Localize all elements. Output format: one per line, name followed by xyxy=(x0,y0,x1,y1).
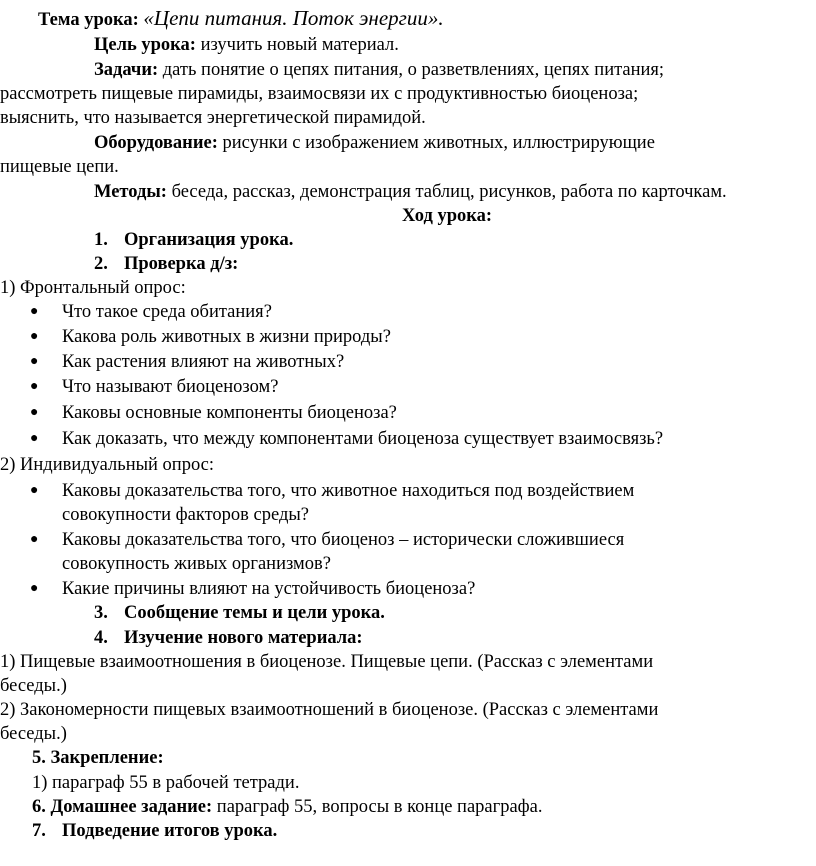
methods-line xyxy=(94,180,727,204)
individual-title: 2) Индивидуальный опрос: xyxy=(0,455,215,475)
equipment-line-1 xyxy=(94,131,655,155)
frontal-question: Какова роль животных в жизни природы? xyxy=(62,327,391,347)
methods-value: беседа, рассказ, демонстрация таблиц, рисунков, работа по карточкам. xyxy=(166,182,727,202)
individual-question-continuation: совокупности факторов среды? xyxy=(62,505,310,525)
topic-line xyxy=(38,6,444,32)
frontal-question: Что такое среда обитания? xyxy=(62,302,272,322)
new-material-item-1-line-2: беседы.) xyxy=(0,676,67,696)
course-heading: Ход урока: xyxy=(402,206,493,226)
bullet-icon: ● xyxy=(30,431,39,446)
frontal-question: Как растения влияют на животных? xyxy=(62,352,345,372)
step-3-text: Сообщение темы и цели урока. xyxy=(124,603,385,623)
tasks-line-3: выяснить, что называется энергетической пирамидой. xyxy=(0,108,426,128)
step-7-number: 7. xyxy=(32,821,46,841)
bullet-icon: ● xyxy=(30,532,39,547)
tasks-line-2: рассмотреть пищевые пирамиды, взаимосвязи их с продуктивностью биоценоза; xyxy=(0,84,639,104)
step-7 xyxy=(32,819,277,843)
bullet-icon: ● xyxy=(30,354,39,369)
equipment-line-2: пищевые цепи. xyxy=(0,157,119,177)
step-7-text: Подведение итогов урока. xyxy=(62,821,278,841)
goal-value: изучить новый материал. xyxy=(195,35,399,55)
step-5: 5. Закрепление: xyxy=(32,748,164,768)
tasks-text-1: дать понятие о цепях питания, о разветвлениях, цепях питания; xyxy=(158,60,665,80)
bullet-icon: ● xyxy=(30,329,39,344)
step-3-number: 3. xyxy=(94,603,108,623)
topic-value: «Цепи питания. Поток энергии». xyxy=(143,6,444,30)
step-4 xyxy=(94,626,363,650)
goal-line xyxy=(94,33,399,57)
bullet-icon: ● xyxy=(30,379,39,394)
bullet-icon: ● xyxy=(30,581,39,596)
step-1-text: Организация урока. xyxy=(124,230,294,250)
step-4-number: 4. xyxy=(94,628,108,648)
new-material-item-1-line-1: 1) Пищевые взаимоотношения в биоценозе. Пищевые цепи. (Рассказ с элементами xyxy=(0,652,654,672)
step-6-value: параграф 55, вопросы в конце параграфа. xyxy=(212,797,543,817)
step-1 xyxy=(94,228,293,252)
step-2 xyxy=(94,252,238,276)
frontal-question: Как доказать, что между компонентами биоценоза существует взаимосвязь? xyxy=(62,429,664,449)
step-3 xyxy=(94,601,385,625)
individual-question-continuation: совокупность живых организмов? xyxy=(62,554,331,574)
frontal-question: Каковы основные компоненты биоценоза? xyxy=(62,403,397,423)
step-5-item: 1) параграф 55 в рабочей тетради. xyxy=(32,773,300,793)
new-material-item-2-line-2: беседы.) xyxy=(0,724,67,744)
step-4-text: Изучение нового материала: xyxy=(124,628,363,648)
step-6-label: 6. Домашнее задание: xyxy=(32,797,213,817)
new-material-item-2-line-1: 2) Закономерности пищевых взаимоотношений в биоценозе. (Рассказ с элементами xyxy=(0,700,659,720)
bullet-icon: ● xyxy=(30,483,39,498)
equipment-text-1: рисунки с изображением животных, иллюстрирующие xyxy=(217,133,655,153)
methods-label: Методы: xyxy=(94,182,167,202)
frontal-question: Что называют биоценозом? xyxy=(62,377,279,397)
topic-label: Тема урока: xyxy=(38,10,139,30)
step-2-number: 2. xyxy=(94,254,108,274)
tasks-label: Задачи: xyxy=(94,60,159,80)
individual-question-line: Какие причины влияют на устойчивость биоценоза? xyxy=(62,579,476,599)
bullet-icon: ● xyxy=(30,304,39,319)
goal-label: Цель урока: xyxy=(94,35,196,55)
tasks-line-1 xyxy=(94,58,664,82)
bullet-icon: ● xyxy=(30,405,39,420)
individual-question-line: Каковы доказательства того, что животное находиться под воздействием xyxy=(62,481,635,501)
step-1-number: 1. xyxy=(94,230,108,250)
individual-question-line: Каковы доказательства того, что биоценоз – исторически сложившиеся xyxy=(62,530,625,550)
equipment-label: Оборудование: xyxy=(94,133,218,153)
step-6 xyxy=(32,795,543,819)
step-2-text: Проверка д/з: xyxy=(124,254,239,274)
frontal-title: 1) Фронтальный опрос: xyxy=(0,278,186,298)
